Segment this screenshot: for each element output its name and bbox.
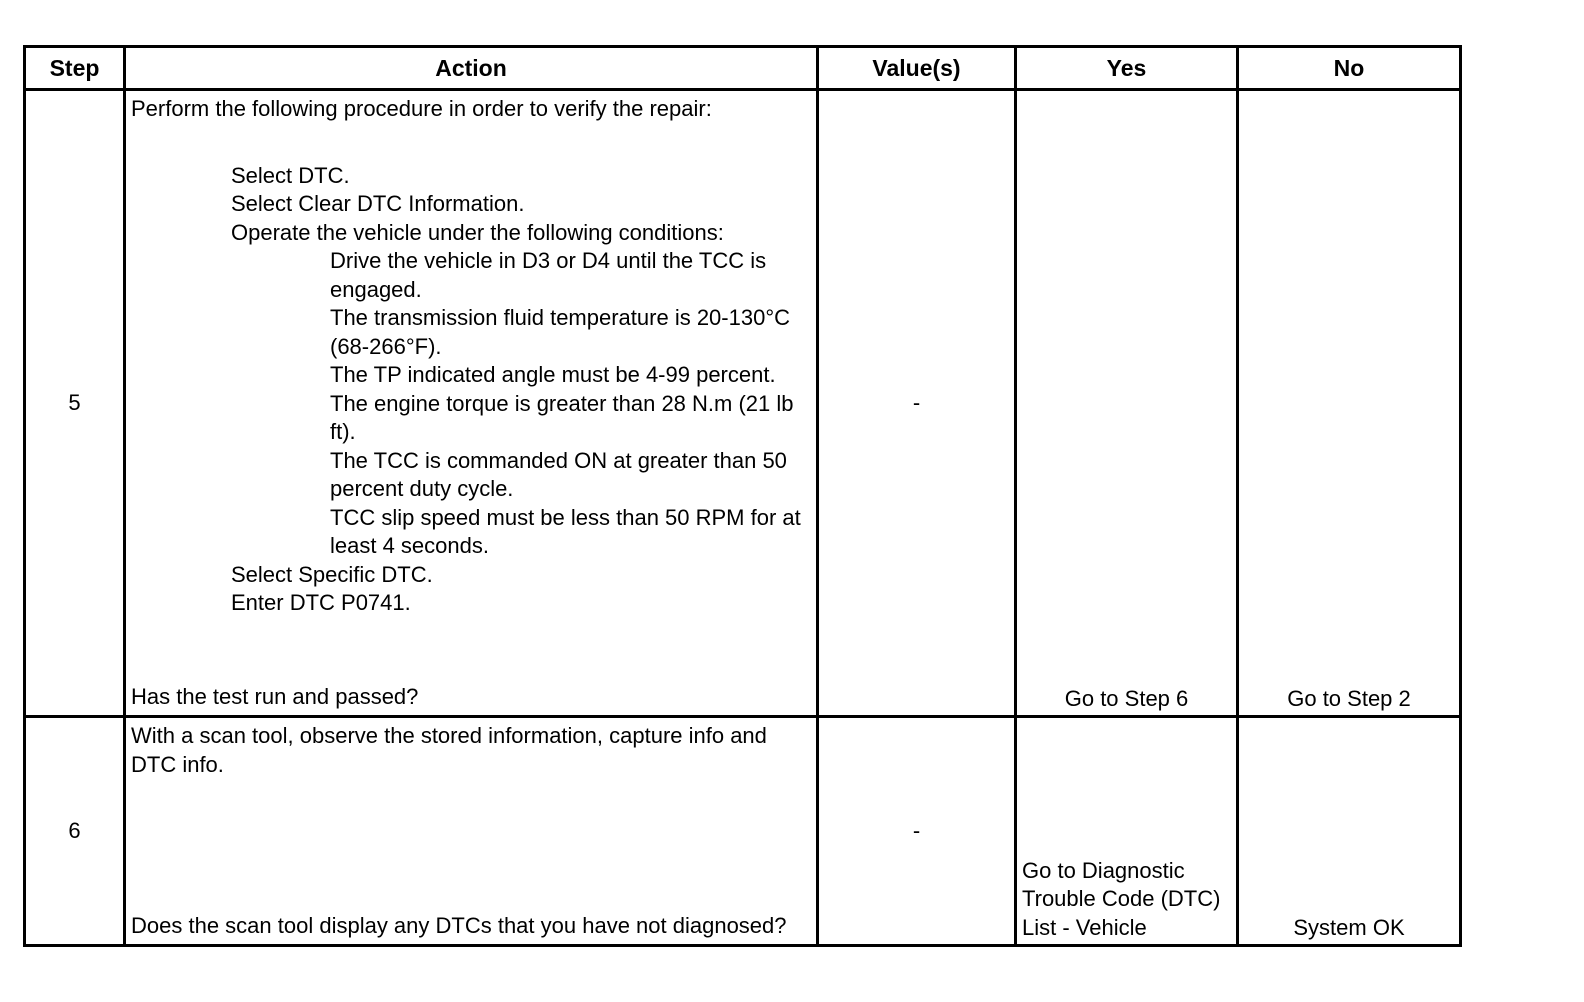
yes-result: Go to Diagnostic Trouble Code (DTC) List - Vehicle — [1022, 857, 1221, 940]
no-result: Go to Step 2 — [1287, 685, 1411, 711]
action-cell — [125, 717, 818, 946]
step-number: 6 — [25, 717, 125, 946]
procedure-item: Enter DTC P0741. — [231, 590, 411, 615]
action-cell — [125, 90, 818, 717]
table-row-step-5 — [25, 90, 1461, 717]
yes-cell — [1016, 717, 1238, 946]
header-action: Action — [125, 47, 818, 90]
no-cell — [1238, 90, 1461, 717]
value-cell: - — [818, 717, 1016, 946]
yes-cell — [1016, 90, 1238, 717]
condition-item: Drive the vehicle in D3 or D4 until the TCC is engaged. — [330, 248, 767, 302]
procedure-item: Select DTC. — [231, 162, 350, 188]
diagnostic-table — [23, 45, 1462, 947]
step-number: 5 — [25, 90, 125, 717]
table-row-step-6 — [25, 717, 1461, 946]
no-result: System OK — [1293, 914, 1405, 940]
header-step: Step — [25, 47, 125, 90]
action-question: Does the scan tool display any DTCs that you have not diagnosed? — [131, 912, 787, 938]
no-cell — [1238, 717, 1461, 946]
header-values: Value(s) — [818, 47, 1016, 90]
yes-result: Go to Step 6 — [1064, 685, 1189, 711]
action-intro: With a scan tool, observe the stored information, capture info and DTC info. — [131, 723, 767, 777]
condition-item: TCC slip speed must be less than 50 RPM for at least 4 seconds. — [330, 504, 801, 558]
procedure-item: Select Clear DTC Information. — [231, 191, 525, 216]
header-row — [25, 47, 1461, 90]
action-intro: Perform the following procedure in order to verify the repair: — [131, 96, 712, 121]
action-question: Has the test run and passed? — [131, 683, 419, 709]
condition-item: The TCC is commanded ON at greater than 50 percent duty cycle. — [330, 447, 787, 501]
value-cell: - — [818, 90, 1016, 717]
condition-item: The TP indicated angle must be 4-99 percent. — [330, 362, 776, 387]
procedure-item: Select Specific DTC. — [231, 561, 433, 587]
condition-item: The engine torque is greater than 28 N.m (21 lb ft). — [330, 390, 794, 444]
procedure-item: Operate the vehicle under the following conditions: — [231, 219, 724, 245]
condition-item: The transmission fluid temperature is 20-130°C (68-266°F). — [330, 305, 791, 359]
header-no: No — [1238, 47, 1461, 90]
header-yes: Yes — [1016, 47, 1238, 90]
